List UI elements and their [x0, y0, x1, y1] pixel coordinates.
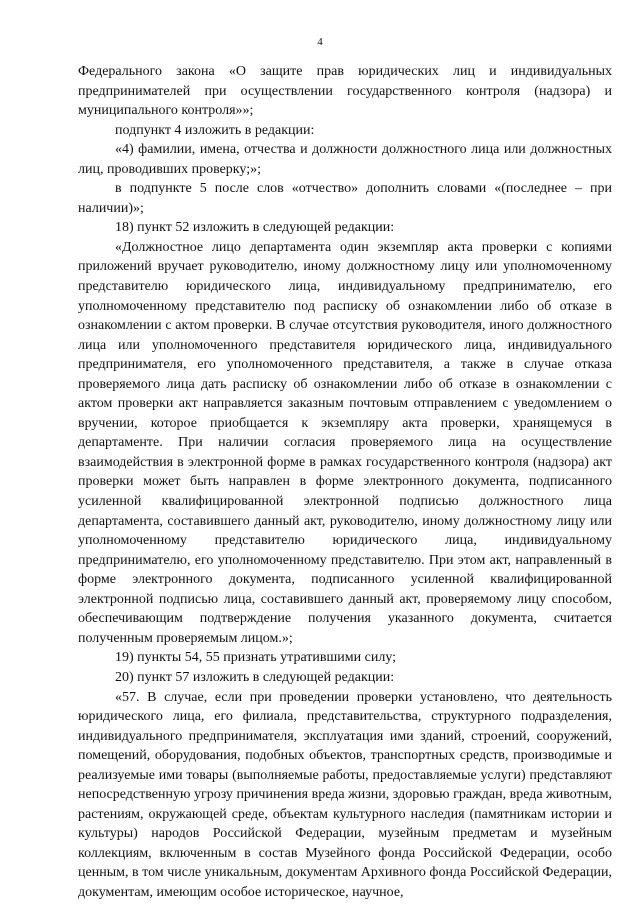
- document-body: [78, 62, 612, 903]
- paragraph-subitem-4-text: «4) фамилии, имена, отчества и должности должностного лица или должностных лиц, проводивших проверку;»;: [78, 142, 612, 177]
- paragraph-continuation: Федерального закона «О защите прав юридических лиц и индивидуальных предпринимателей при осуществлении государственного контроля (надзора) и муниципального контроля»»;: [78, 64, 612, 119]
- paragraph-subitem-4-intro: подпункт 4 изложить в редакции:: [115, 122, 315, 138]
- paragraph-item-57-text: «57. В случае, если при проведении проверки установлено, что деятельность юридического лица, его филиала, представительства, структурного подразделения, индивидуального предпринимателя, эксплуатация ими зданий, строений, сооружений, помещений, оборудования, подобных объектов, транспортных средств, производимые и реализуемые ими товары (выполняемые работы, предоставляемые услуги) представляют непосредственную угрозу причинения вреда жизни, здоровью граждан, вреда животным, растениям, окружающей среде, объектам культурного наследия (памятникам истории и культуры) народов Российской Федерации, музейным предметам и музейным коллекциям, включенным в состав Музейного фонда Российской Федерации, особо ценным, в том числе уникальным, документам Архивного фонда Российской Федерации, документам, имеющим особое историческое, научное,: [78, 689, 612, 900]
- paragraph-item-19: 19) пункты 54, 55 признать утратившими силу;: [115, 650, 397, 666]
- paragraph-item-18: 18) пункт 52 изложить в следующей редакции:: [115, 220, 395, 236]
- paragraph-item-20: 20) пункт 57 изложить в следующей редакции:: [115, 669, 395, 685]
- paragraph-item-52-text: «Должностное лицо департамента один экземпляр акта проверки с копиями приложений вручает руководителю, иному должностному лицу или уполномоченному представителю юридического лица, индивидуальному предпринимателю, его уполномоченному представителю под расписку об ознакомлении либо об отказе в ознакомлении с актом проверки. В случае отсутствия руководителя, иного должностного лица или уполномоченного представителя юридического лица, индивидуального предпринимателя, его уполномоченного представителя, а также в случае отказа проверяемого лица дать расписку об ознакомлении либо об отказе в ознакомлении с актом проверки акт направляется заказным почтовым отправлением с уведомлением о вручении, которое приобщается к экземпляру акта проверки, хранящемуся в департаменте. При наличии согласия проверяемого лица на осуществление взаимодействия в электронной форме в рамках государственного контроля (надзора) акт проверки может быть направлен в форме электронного документа, подписанного усиленной квалифицированной электронной подписью должностного лица департамента, составившего данный акт, руководителю, иному должностному лицу или уполномоченному представителю юридического лица, индивидуальному предпринимателю, его уполномоченному представителю. При этом акт, направленный в форме электронного документа, подписанного усиленной квалифицированной электронной подписью лица, составившего данный акт, проверяемому лицу способом, обеспечивающим подтверждение получения указанного документа, считается полученным проверяемым лицом.»;: [78, 239, 612, 646]
- page-number: 4: [317, 36, 323, 48]
- paragraph-subitem-5: в подпункте 5 после слов «отчество» дополнить словами «(последнее – при наличии)»;: [78, 181, 612, 216]
